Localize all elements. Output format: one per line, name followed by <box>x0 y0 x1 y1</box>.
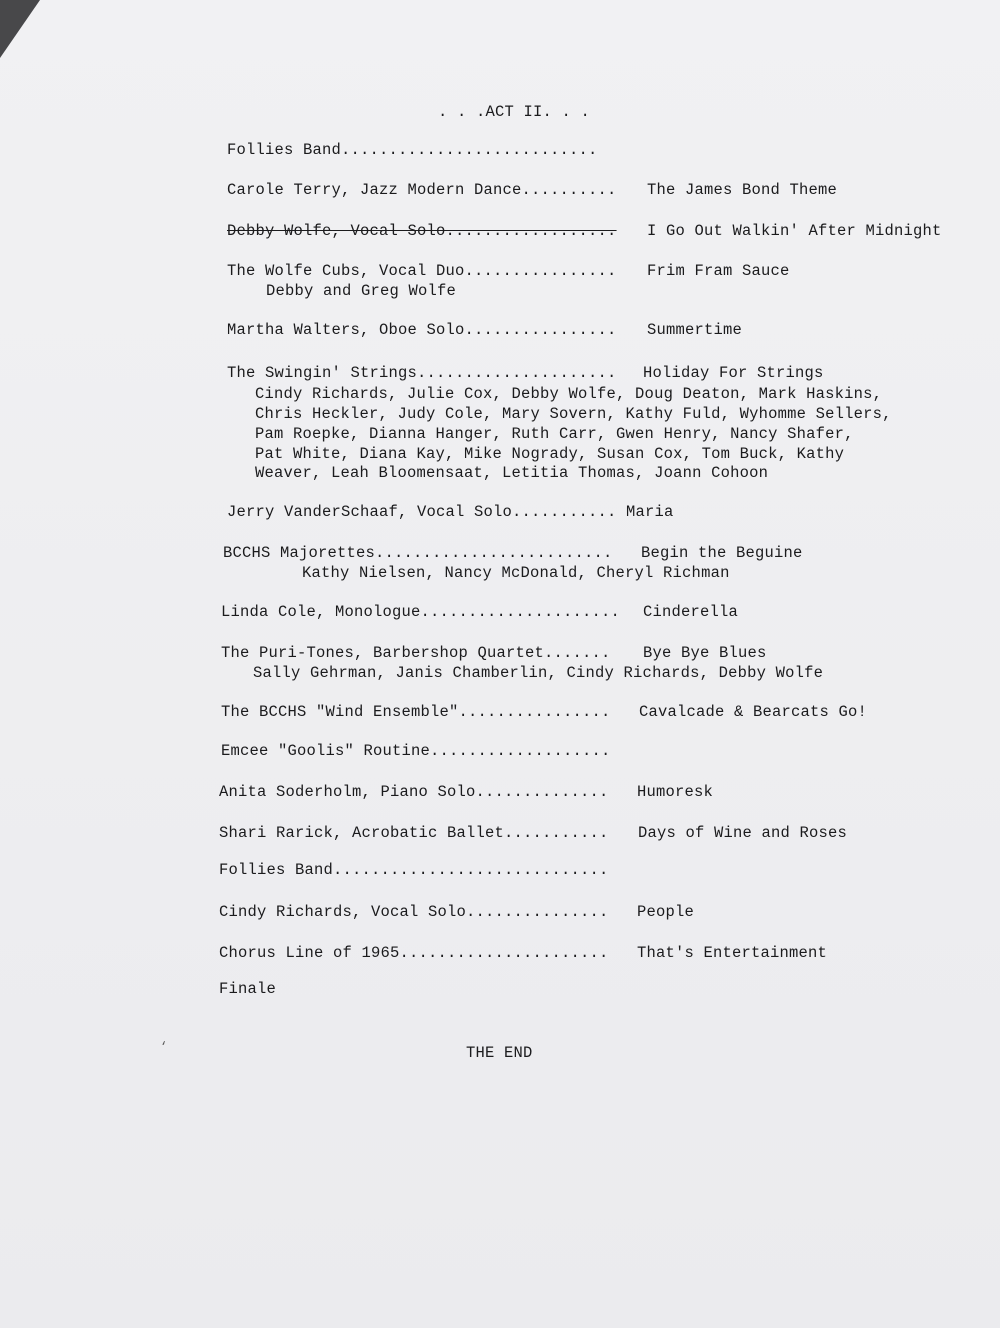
act-heading: . . .ACT II. . . <box>438 103 591 121</box>
program-line: Anita Soderholm, Piano Solo.............. <box>219 783 609 801</box>
program-line: Emcee "Goolis" Routine................... <box>221 742 611 760</box>
program-line: Follies Band............................. <box>219 861 609 879</box>
program-piece: Holiday For Strings <box>643 364 824 382</box>
program-line: Finale <box>219 980 277 998</box>
program-line: Debby Wolfe, Vocal Solo.................. <box>227 222 617 240</box>
program-piece: That's Entertainment <box>637 944 828 962</box>
program-line: Carole Terry, Jazz Modern Dance.......... <box>227 181 617 199</box>
performer-names: Sally Gehrman, Janis Chamberlin, Cindy Richards, Debby Wolfe <box>253 664 824 682</box>
performer-names: Weaver, Leah Bloomensaat, Letitia Thomas, Joann Cohoon <box>255 464 769 482</box>
program-line: Linda Cole, Monologue..................... <box>221 603 621 621</box>
program-piece: Summertime <box>647 321 743 339</box>
program-line: Chorus Line of 1965...................... <box>219 944 609 962</box>
program-piece: Bye Bye Blues <box>643 644 767 662</box>
program-line: The Swingin' Strings..................... <box>227 364 617 382</box>
program-piece: Days of Wine and Roses <box>638 824 848 842</box>
program-piece: People <box>637 903 695 921</box>
performer-names: Pat White, Diana Kay, Mike Nogrady, Susan Cox, Tom Buck, Kathy <box>255 445 845 463</box>
folded-corner <box>0 0 40 58</box>
program-piece: I Go Out Walkin' After Midnight <box>647 222 942 240</box>
program-line: The Puri-Tones, Barbershop Quartet....... <box>221 644 611 662</box>
performer-names: Pam Roepke, Dianna Hanger, Ruth Carr, Gwen Henry, Nancy Shafer, <box>255 425 854 443</box>
program-line: Shari Rarick, Acrobatic Ballet........... <box>219 824 609 842</box>
performer-names: Chris Heckler, Judy Cole, Mary Sovern, Kathy Fuld, Wyhomme Sellers, <box>255 405 892 423</box>
program-piece: Humoresk <box>637 783 714 801</box>
performer-names: Debby and Greg Wolfe <box>266 282 457 300</box>
program-line: Follies Band........................... <box>227 141 598 159</box>
program-line: Martha Walters, Oboe Solo................ <box>227 321 617 339</box>
program-line: The Wolfe Cubs, Vocal Duo................ <box>227 262 617 280</box>
program-piece: Begin the Beguine <box>641 544 803 562</box>
program-line: Jerry VanderSchaaf, Vocal Solo........... <box>227 503 617 521</box>
program-line: BCCHS Majorettes......................... <box>223 544 613 562</box>
program-piece: Maria <box>626 503 674 521</box>
program-piece: Frim Fram Sauce <box>647 262 790 280</box>
performer-names: Cindy Richards, Julie Cox, Debby Wolfe, Doug Deaton, Mark Haskins, <box>255 385 883 403</box>
the-end-heading: THE END <box>466 1044 533 1062</box>
performer-names: Kathy Nielsen, Nancy McDonald, Cheryl Richman <box>302 564 730 582</box>
program-line: Cindy Richards, Vocal Solo............... <box>219 903 609 921</box>
stray-mark: ‘ <box>160 1040 168 1054</box>
program-piece: Cinderella <box>643 603 739 621</box>
program-piece: The James Bond Theme <box>647 181 838 199</box>
program-line: The BCCHS "Wind Ensemble"................ <box>221 703 611 721</box>
program-piece: Cavalcade & Bearcats Go! <box>639 703 868 721</box>
